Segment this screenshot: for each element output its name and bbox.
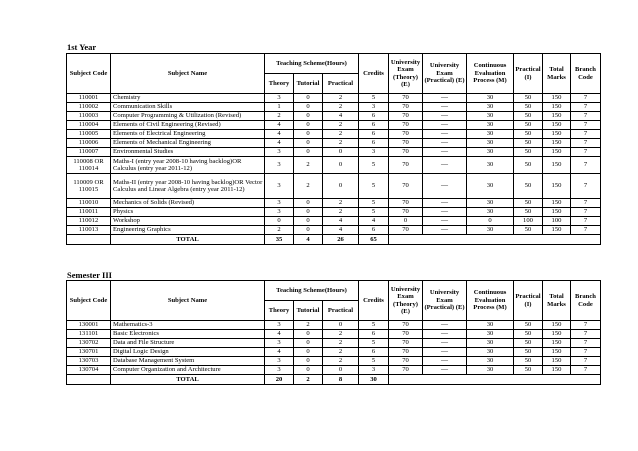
header-total-marks: Total Marks [543, 54, 571, 94]
continuous-evaluation: 30 [467, 157, 514, 174]
continuous-evaluation: 30 [467, 112, 514, 121]
university-exam-practical: — [423, 321, 467, 330]
tutorial-hours: 0 [294, 226, 323, 235]
tutorial-hours: 0 [294, 208, 323, 217]
credits: 4 [359, 217, 389, 226]
total-marks: 150 [543, 321, 571, 330]
total-practical: 8 [323, 375, 359, 385]
credits: 6 [359, 348, 389, 357]
practical-internal: 50 [514, 199, 543, 208]
practical-internal: 50 [514, 357, 543, 366]
subject-code: 110002 [67, 103, 111, 112]
total-theory: 35 [265, 235, 294, 245]
table-row [67, 139, 601, 148]
practical-hours: 0 [323, 157, 359, 174]
header-branch-code: Branch Code [571, 281, 601, 321]
branch-code: 7 [571, 130, 601, 139]
university-exam-theory: 70 [389, 339, 423, 348]
university-exam-practical: — [423, 226, 467, 235]
subject-code: 110003 [67, 112, 111, 121]
university-exam-theory: 70 [389, 94, 423, 103]
practical-hours: 4 [323, 217, 359, 226]
branch-code: 7 [571, 217, 601, 226]
subject-code: 131101 [67, 330, 111, 339]
subject-name: Mathematics-3 [111, 321, 265, 330]
total-marks: 150 [543, 226, 571, 235]
branch-code: 7 [571, 366, 601, 375]
tutorial-hours: 0 [294, 357, 323, 366]
table-row [67, 199, 601, 208]
subject-code: 130702 [67, 339, 111, 348]
university-exam-practical: — [423, 357, 467, 366]
subject-name: Elements of Mechanical Engineering [111, 139, 265, 148]
university-exam-practical: — [423, 330, 467, 339]
subject-name: Maths-II (entry year 2008-10 having backlog)OR Vector Calculus and Linear Algebra (entry year 2011-12) [111, 174, 265, 199]
subject-name: Elements of Electrical Engineering [111, 130, 265, 139]
continuous-evaluation: 30 [467, 139, 514, 148]
credits: 3 [359, 148, 389, 157]
university-exam-practical: — [423, 130, 467, 139]
header-subject-name: Subject Name [111, 281, 265, 321]
header-university-exam-theory: University Exam (Theory) (E) [389, 281, 423, 321]
subject-name: Digital Logic Design [111, 348, 265, 357]
university-exam-theory: 70 [389, 130, 423, 139]
total-marks: 150 [543, 199, 571, 208]
practical-internal: 50 [514, 121, 543, 130]
branch-code: 7 [571, 330, 601, 339]
total-marks: 150 [543, 339, 571, 348]
subject-name: Computer Organization and Architecture [111, 366, 265, 375]
total-theory: 20 [265, 375, 294, 385]
subject-code: 130704 [67, 366, 111, 375]
subject-name: Computer Programming & Utilization (Revised) [111, 112, 265, 121]
practical-internal: 50 [514, 348, 543, 357]
section-title-semester-iii: Semester III [67, 270, 112, 280]
branch-code: 7 [571, 94, 601, 103]
total-credits: 30 [359, 375, 389, 385]
total-row [67, 235, 601, 245]
credits: 5 [359, 174, 389, 199]
university-exam-practical: — [423, 103, 467, 112]
theory-hours: 4 [265, 139, 294, 148]
practical-internal: 50 [514, 103, 543, 112]
university-exam-practical: — [423, 199, 467, 208]
header-theory: Theory [265, 74, 294, 94]
continuous-evaluation: 30 [467, 174, 514, 199]
university-exam-practical: — [423, 139, 467, 148]
practical-hours: 2 [323, 357, 359, 366]
continuous-evaluation: 0 [467, 217, 514, 226]
university-exam-practical: — [423, 121, 467, 130]
continuous-evaluation: 30 [467, 94, 514, 103]
branch-code: 7 [571, 348, 601, 357]
branch-code: 7 [571, 112, 601, 121]
practical-hours: 2 [323, 348, 359, 357]
continuous-evaluation: 30 [467, 226, 514, 235]
header-branch-code: Branch Code [571, 54, 601, 94]
branch-code: 7 [571, 157, 601, 174]
tutorial-hours: 2 [294, 157, 323, 174]
subject-code: 110010 [67, 199, 111, 208]
university-exam-theory: 0 [389, 217, 423, 226]
header-university-exam-practical: University Exam (Practical) (E) [423, 281, 467, 321]
practical-internal: 50 [514, 94, 543, 103]
practical-hours: 2 [323, 103, 359, 112]
header-continuous-evaluation: Continuous Evaluation Process (M) [467, 281, 514, 321]
theory-hours: 0 [265, 217, 294, 226]
subject-code: 110008 OR 110014 [67, 157, 111, 174]
theory-hours: 2 [265, 112, 294, 121]
header-teaching-scheme: Teaching Scheme(Hours) [265, 54, 359, 74]
practical-internal: 50 [514, 157, 543, 174]
university-exam-theory: 70 [389, 208, 423, 217]
subject-code: 110011 [67, 208, 111, 217]
continuous-evaluation: 30 [467, 330, 514, 339]
practical-internal: 50 [514, 130, 543, 139]
university-exam-practical: — [423, 94, 467, 103]
continuous-evaluation: 30 [467, 130, 514, 139]
total-marks: 150 [543, 174, 571, 199]
practical-internal: 50 [514, 112, 543, 121]
total-credits: 65 [359, 235, 389, 245]
practical-internal: 50 [514, 139, 543, 148]
practical-hours: 4 [323, 112, 359, 121]
header-theory: Theory [265, 301, 294, 321]
practical-internal: 50 [514, 339, 543, 348]
practical-internal: 50 [514, 321, 543, 330]
subject-name: Basic Electronics [111, 330, 265, 339]
theory-hours: 3 [265, 366, 294, 375]
credits: 5 [359, 94, 389, 103]
practical-hours: 2 [323, 339, 359, 348]
header-continuous-evaluation: Continuous Evaluation Process (M) [467, 54, 514, 94]
total-row-blank [67, 375, 111, 385]
total-marks: 150 [543, 103, 571, 112]
branch-code: 7 [571, 321, 601, 330]
credits: 3 [359, 103, 389, 112]
university-exam-practical: — [423, 174, 467, 199]
practical-internal: 50 [514, 330, 543, 339]
tutorial-hours: 0 [294, 130, 323, 139]
continuous-evaluation: 30 [467, 208, 514, 217]
continuous-evaluation: 30 [467, 103, 514, 112]
tutorial-hours: 2 [294, 321, 323, 330]
continuous-evaluation: 30 [467, 121, 514, 130]
credits: 6 [359, 121, 389, 130]
total-marks: 150 [543, 112, 571, 121]
practical-hours: 0 [323, 321, 359, 330]
continuous-evaluation: 30 [467, 148, 514, 157]
subject-code: 110005 [67, 130, 111, 139]
practical-hours: 2 [323, 139, 359, 148]
credits: 6 [359, 139, 389, 148]
tutorial-hours: 0 [294, 139, 323, 148]
practical-internal: 50 [514, 174, 543, 199]
credits: 6 [359, 112, 389, 121]
university-exam-theory: 70 [389, 157, 423, 174]
subject-name: Environmental Studies [111, 148, 265, 157]
continuous-evaluation: 30 [467, 339, 514, 348]
subject-name: Workshop [111, 217, 265, 226]
credits: 6 [359, 330, 389, 339]
branch-code: 7 [571, 174, 601, 199]
university-exam-theory: 70 [389, 148, 423, 157]
header-subject-code: Subject Code [67, 54, 111, 94]
table-row [67, 157, 601, 174]
tutorial-hours: 0 [294, 366, 323, 375]
total-label: TOTAL [111, 375, 265, 385]
tutorial-hours: 0 [294, 217, 323, 226]
practical-hours: 0 [323, 148, 359, 157]
tutorial-hours: 0 [294, 330, 323, 339]
subject-code: 110006 [67, 139, 111, 148]
total-marks: 150 [543, 121, 571, 130]
section-title-1st-year: 1st Year [67, 42, 97, 52]
total-row [67, 375, 601, 385]
subject-code: 110001 [67, 94, 111, 103]
branch-code: 7 [571, 103, 601, 112]
tutorial-hours: 0 [294, 199, 323, 208]
practical-internal: 50 [514, 366, 543, 375]
subject-name: Maths-I (entry year 2008-10 having backlog)OR Calculus (entry year 2011-12) [111, 157, 265, 174]
scheme-table-1st-year [66, 53, 601, 245]
theory-hours: 4 [265, 121, 294, 130]
header-practical-internal: Practical (I) [514, 281, 543, 321]
table-row [67, 339, 601, 348]
university-exam-theory: 70 [389, 103, 423, 112]
theory-hours: 3 [265, 174, 294, 199]
university-exam-theory: 70 [389, 357, 423, 366]
university-exam-theory: 70 [389, 348, 423, 357]
header-tutorial: Tutorial [294, 301, 323, 321]
theory-hours: 3 [265, 148, 294, 157]
subject-name: Elements of Civil Engineering (Revised) [111, 121, 265, 130]
university-exam-theory: 70 [389, 366, 423, 375]
header-university-exam-practical: University Exam (Practical) (E) [423, 54, 467, 94]
university-exam-theory: 70 [389, 330, 423, 339]
total-marks: 150 [543, 348, 571, 357]
header-total-marks: Total Marks [543, 281, 571, 321]
practical-internal: 100 [514, 217, 543, 226]
university-exam-practical: — [423, 366, 467, 375]
table-row [67, 148, 601, 157]
subject-code: 110013 [67, 226, 111, 235]
header-teaching-scheme: Teaching Scheme(Hours) [265, 281, 359, 301]
table-row [67, 121, 601, 130]
practical-hours: 2 [323, 330, 359, 339]
practical-hours: 2 [323, 130, 359, 139]
practical-internal: 50 [514, 226, 543, 235]
tutorial-hours: 0 [294, 148, 323, 157]
subject-code: 130701 [67, 348, 111, 357]
credits: 5 [359, 339, 389, 348]
practical-hours: 0 [323, 174, 359, 199]
university-exam-practical: — [423, 148, 467, 157]
table-row [67, 103, 601, 112]
credits: 5 [359, 357, 389, 366]
theory-hours: 4 [265, 348, 294, 357]
credits: 5 [359, 199, 389, 208]
scheme-table-semester-iii [66, 280, 601, 385]
theory-hours: 3 [265, 208, 294, 217]
subject-name: Physics [111, 208, 265, 217]
table-row [67, 348, 601, 357]
subject-code: 110007 [67, 148, 111, 157]
header-tutorial: Tutorial [294, 74, 323, 94]
total-marks: 150 [543, 148, 571, 157]
table-row [67, 366, 601, 375]
university-exam-practical: — [423, 112, 467, 121]
university-exam-theory: 70 [389, 139, 423, 148]
total-tutorial: 4 [294, 235, 323, 245]
university-exam-theory: 70 [389, 174, 423, 199]
table-row [67, 94, 601, 103]
tutorial-hours: 0 [294, 339, 323, 348]
theory-hours: 3 [265, 94, 294, 103]
total-row-empty [389, 235, 601, 245]
credits: 5 [359, 208, 389, 217]
total-row-blank [67, 235, 111, 245]
continuous-evaluation: 30 [467, 366, 514, 375]
table-row [67, 330, 601, 339]
header-subject-name: Subject Name [111, 54, 265, 94]
practical-hours: 2 [323, 199, 359, 208]
continuous-evaluation: 30 [467, 199, 514, 208]
practical-hours: 4 [323, 226, 359, 235]
branch-code: 7 [571, 208, 601, 217]
total-marks: 150 [543, 94, 571, 103]
theory-hours: 2 [265, 226, 294, 235]
credits: 5 [359, 321, 389, 330]
branch-code: 7 [571, 199, 601, 208]
practical-hours: 2 [323, 121, 359, 130]
total-row-empty [389, 375, 601, 385]
university-exam-theory: 70 [389, 112, 423, 121]
total-marks: 150 [543, 357, 571, 366]
subject-name: Communication Skills [111, 103, 265, 112]
subject-name: Chemistry [111, 94, 265, 103]
table-row [67, 357, 601, 366]
table-row [67, 226, 601, 235]
header-practical-internal: Practical (I) [514, 54, 543, 94]
tutorial-hours: 2 [294, 174, 323, 199]
subject-name: Engineering Graphics [111, 226, 265, 235]
university-exam-practical: — [423, 217, 467, 226]
theory-hours: 3 [265, 157, 294, 174]
table-row [67, 130, 601, 139]
branch-code: 7 [571, 139, 601, 148]
university-exam-theory: 70 [389, 321, 423, 330]
table-row [67, 321, 601, 330]
subject-code: 130001 [67, 321, 111, 330]
table-row [67, 217, 601, 226]
header-subject-code: Subject Code [67, 281, 111, 321]
branch-code: 7 [571, 121, 601, 130]
tutorial-hours: 0 [294, 348, 323, 357]
practical-hours: 2 [323, 208, 359, 217]
total-marks: 150 [543, 208, 571, 217]
total-marks: 150 [543, 366, 571, 375]
subject-code: 130703 [67, 357, 111, 366]
subject-name: Database Management System [111, 357, 265, 366]
subject-code: 110004 [67, 121, 111, 130]
practical-hours: 2 [323, 94, 359, 103]
credits: 3 [359, 366, 389, 375]
theory-hours: 3 [265, 357, 294, 366]
subject-name: Mechanics of Solids (Revised) [111, 199, 265, 208]
continuous-evaluation: 30 [467, 348, 514, 357]
theory-hours: 1 [265, 103, 294, 112]
theory-hours: 3 [265, 199, 294, 208]
university-exam-practical: — [423, 339, 467, 348]
university-exam-theory: 70 [389, 199, 423, 208]
university-exam-practical: — [423, 208, 467, 217]
header-practical: Practical [323, 301, 359, 321]
tutorial-hours: 0 [294, 121, 323, 130]
university-exam-practical: — [423, 157, 467, 174]
university-exam-theory: 70 [389, 121, 423, 130]
branch-code: 7 [571, 357, 601, 366]
university-exam-theory: 70 [389, 226, 423, 235]
header-university-exam-theory: University Exam (Theory) (E) [389, 54, 423, 94]
tutorial-hours: 0 [294, 112, 323, 121]
table-row [67, 174, 601, 199]
header-practical: Practical [323, 74, 359, 94]
header-credits: Credits [359, 281, 389, 321]
total-marks: 150 [543, 157, 571, 174]
continuous-evaluation: 30 [467, 321, 514, 330]
branch-code: 7 [571, 226, 601, 235]
branch-code: 7 [571, 148, 601, 157]
table-row [67, 112, 601, 121]
university-exam-practical: — [423, 348, 467, 357]
credits: 6 [359, 226, 389, 235]
practical-internal: 50 [514, 208, 543, 217]
subject-name: Data and File Structure [111, 339, 265, 348]
practical-hours: 0 [323, 366, 359, 375]
theory-hours: 3 [265, 321, 294, 330]
practical-internal: 50 [514, 148, 543, 157]
total-label: TOTAL [111, 235, 265, 245]
total-tutorial: 2 [294, 375, 323, 385]
credits: 6 [359, 130, 389, 139]
branch-code: 7 [571, 339, 601, 348]
subject-code: 110009 OR 110015 [67, 174, 111, 199]
subject-code: 110012 [67, 217, 111, 226]
total-marks: 150 [543, 139, 571, 148]
total-practical: 26 [323, 235, 359, 245]
theory-hours: 4 [265, 330, 294, 339]
header-credits: Credits [359, 54, 389, 94]
theory-hours: 3 [265, 339, 294, 348]
total-marks: 150 [543, 130, 571, 139]
tutorial-hours: 0 [294, 103, 323, 112]
theory-hours: 4 [265, 130, 294, 139]
total-marks: 150 [543, 330, 571, 339]
total-marks: 100 [543, 217, 571, 226]
tutorial-hours: 0 [294, 94, 323, 103]
continuous-evaluation: 30 [467, 357, 514, 366]
credits: 5 [359, 157, 389, 174]
table-row [67, 208, 601, 217]
